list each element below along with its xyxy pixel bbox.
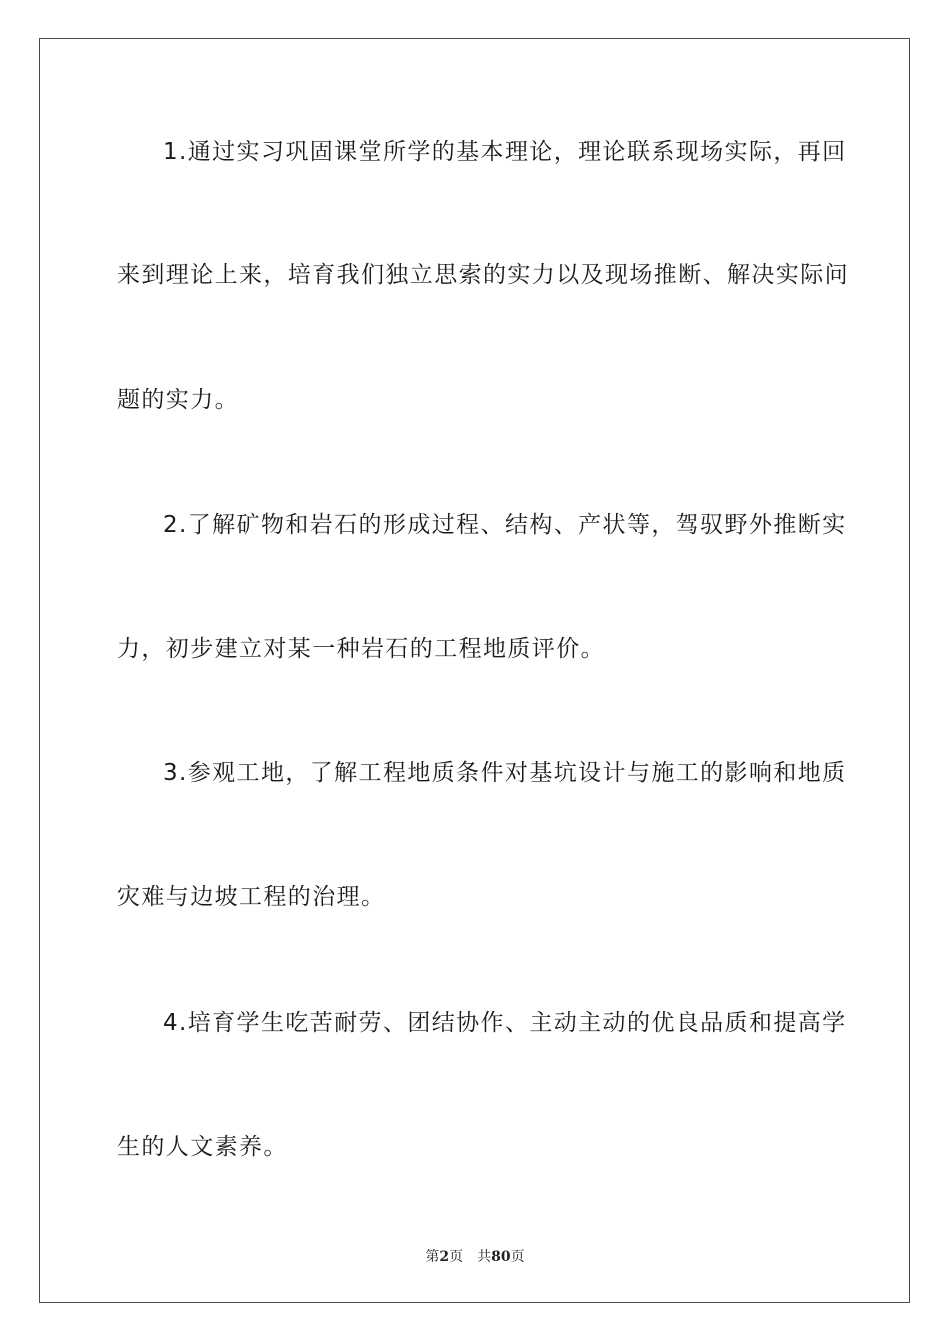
footer-page-prefix: 第 <box>425 1249 440 1265</box>
paragraph-4-line-2: 生的人文素养。 <box>117 1134 288 1160</box>
footer-page-suffix: 页 <box>449 1249 464 1265</box>
paragraph-3-line-1: 3.参观工地，了解工程地质条件对基坑设计与施工的影响和地质 <box>163 760 847 786</box>
paragraph-1-line-3: 题的实力。 <box>117 387 239 413</box>
paragraph-2-line-1: 2.了解矿物和岩石的形成过程、结构、产状等，驾驭野外推断实 <box>163 512 847 538</box>
footer-total-prefix: 共 <box>477 1249 492 1265</box>
page-frame <box>39 38 910 1303</box>
footer-page-number: 2 <box>439 1249 450 1265</box>
footer-total-suffix: 页 <box>510 1249 525 1265</box>
footer-total-pages: 80 <box>491 1249 511 1265</box>
page-footer <box>0 1248 950 1266</box>
paragraph-1-line-1: 1.通过实习巩固课堂所学的基本理论，理论联系现场实际，再回 <box>163 139 847 165</box>
paragraph-3-line-2: 灾难与边坡工程的治理。 <box>117 884 386 910</box>
paragraph-1-line-2: 来到理论上来，培育我们独立思索的实力以及现场推断、解决实际问 <box>117 262 849 288</box>
paragraph-4-line-1: 4.培育学生吃苦耐劳、团结协作、主动主动的优良品质和提高学 <box>163 1010 847 1036</box>
paragraph-2-line-2: 力，初步建立对某一种岩石的工程地质评价。 <box>117 636 605 662</box>
